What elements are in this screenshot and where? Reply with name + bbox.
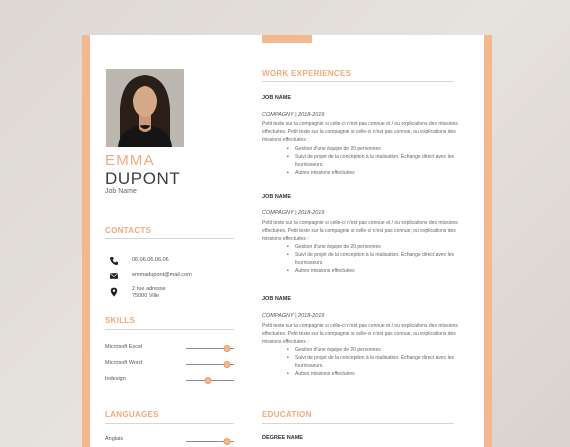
experience-job-name: JOB NAME (262, 194, 292, 200)
experience-company: COMPAGNY | 2018-2019 (262, 313, 325, 319)
experience-job-name: JOB NAME (262, 95, 292, 101)
skill-slider-knob (223, 361, 230, 368)
experience-bullets (287, 243, 471, 275)
contact-address-line1: 2 rue adresse (132, 286, 166, 292)
resume-page (90, 35, 484, 447)
contact-address-line2: 75000 Ville (132, 293, 160, 299)
experience-bullet: • Autres missions effectuées (287, 267, 471, 275)
skill-slider-knob (204, 377, 211, 384)
skills-heading: SKILLS (105, 316, 136, 325)
work-heading: WORK EXPERIENCES (262, 69, 352, 78)
experience-bullet: • Suivi de projet de la conception à la réalisation. Échange direct avec les fournisseurs. (287, 354, 471, 370)
work-divider (262, 81, 454, 82)
skill-label: Indesign (105, 376, 126, 382)
skill-slider (186, 348, 234, 349)
experience-bullet: • Gestion d'une équipe de 20 personnes (287, 145, 471, 153)
skill-label: Microsoft Excel (105, 344, 143, 350)
contacts-heading: CONTACTS (105, 226, 152, 235)
experience-description: Petit texte sur la compagnie si celle-ci n'est pas connue et / ou explications des missions effectuées. Petit texte sur la compagnie si celle-ci n'est pas connue, ou explications des missions effectuées : (262, 220, 458, 242)
experience-bullets (287, 145, 471, 177)
education-degree: DEGREE NAME (262, 435, 303, 441)
language-slider-knob (223, 438, 230, 445)
experience-bullets (287, 346, 471, 378)
experience-description: Petit texte sur la compagnie si celle-ci n'est pas connue et / ou explications des missions effectuées. Petit texte sur la compagnie si celle-ci n'est pas connue, ou explications des missions effectuées : (262, 121, 458, 143)
contact-email: emmadupont@mail.com (132, 272, 192, 278)
email-icon (109, 271, 119, 281)
experience-bullet: • Autres missions effectuées (287, 370, 471, 378)
experience-description: Petit texte sur la compagnie si celle-ci n'est pas connue et / ou explications des missions effectuées. Petit texte sur la compagnie si celle-ci n'est pas connue, ou explications des missions effectuées : (262, 323, 458, 345)
skills-divider (105, 329, 234, 330)
skill-label: Microsoft Word (105, 360, 142, 366)
skill-slider (186, 380, 234, 381)
contacts-divider (105, 238, 234, 239)
experience-bullet: • Gestion d'une équipe de 20 personnes (287, 346, 471, 354)
phone-icon (109, 256, 119, 266)
language-slider (186, 441, 234, 442)
language-label: Anglais (105, 436, 124, 442)
experience-bullet: • Suivi de projet de la conception à la réalisation. Échange direct avec les fournisseurs. (287, 251, 471, 267)
skill-slider (186, 364, 234, 365)
education-divider (262, 423, 454, 424)
contact-phone: 06.06.06.06.06 (132, 257, 169, 263)
experience-company: COMPAGNY | 2018-2019 (262, 112, 325, 118)
experience-bullet: • Autres missions effectuées (287, 169, 471, 177)
skill-slider-knob (223, 345, 230, 352)
top-accent-tab (262, 35, 312, 43)
languages-divider (105, 423, 234, 424)
job-title: Job Name (105, 188, 137, 195)
first-name: EMMA (105, 152, 155, 169)
experience-bullet: • Suivi de projet de la conception à la réalisation. Échange direct avec les fournisseurs. (287, 153, 471, 169)
profile-photo (106, 69, 184, 147)
languages-heading: LANGUAGES (105, 410, 159, 419)
location-pin-icon (109, 287, 119, 297)
experience-bullet: • Gestion d'une équipe de 20 personnes (287, 243, 471, 251)
experience-company: COMPAGNY | 2018-2019 (262, 210, 325, 216)
last-name: DUPONT (105, 169, 181, 188)
education-heading: EDUCATION (262, 410, 312, 419)
experience-job-name: JOB NAME (262, 296, 292, 302)
